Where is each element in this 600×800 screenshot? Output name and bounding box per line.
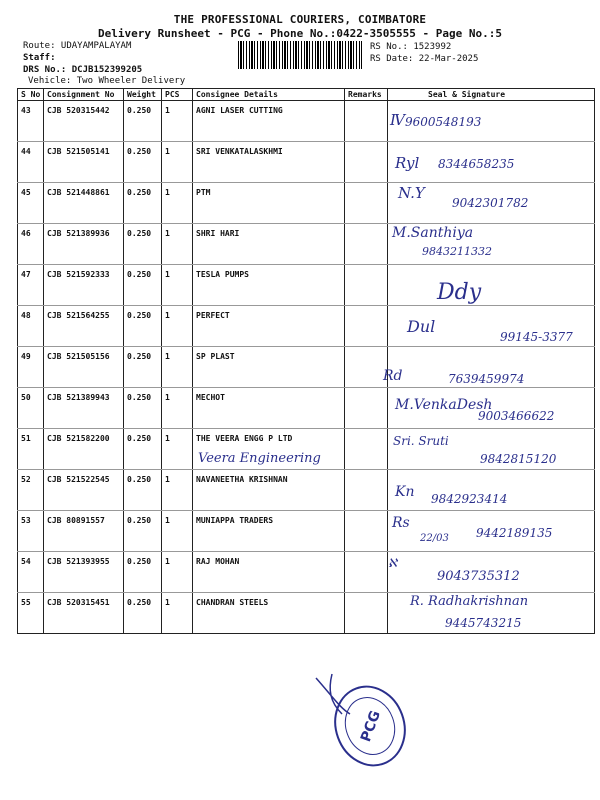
cell-remarks (345, 101, 388, 142)
cell-remarks (345, 183, 388, 224)
cell-pcs: 1 (162, 101, 193, 142)
handwritten-name: R. Radhakrishnan (410, 594, 529, 609)
cell-weight: 0.250 (124, 593, 162, 634)
cell-weight: 0.250 (124, 142, 162, 183)
handwritten-name: M.Santhiya (392, 225, 474, 241)
table-row (18, 224, 595, 265)
cell-weight: 0.250 (124, 347, 162, 388)
cell-sno: 54 (18, 552, 44, 593)
cell-consignment: CJB 521564255 (44, 306, 124, 347)
cell-pcs: 1 (162, 511, 193, 552)
cell-pcs: 1 (162, 470, 193, 511)
col-header-consignee: Consignee Details (193, 89, 345, 101)
cell-consignment: CJB 521393955 (44, 552, 124, 593)
handwritten-name: M.VenkaDesh (395, 397, 493, 413)
cell-consignee: NAVANEETHA KRISHNAN (193, 470, 345, 511)
cell-consignment: CJB 521592333 (44, 265, 124, 306)
vehicle-label: Vehicle: Two Wheeler Delivery (28, 76, 186, 86)
cell-sno: 50 (18, 388, 44, 429)
table-header-row (18, 89, 595, 101)
cell-sno: 52 (18, 470, 44, 511)
cell-consignment: CJB 521505141 (44, 142, 124, 183)
cell-pcs: 1 (162, 552, 193, 593)
cell-pcs: 1 (162, 593, 193, 634)
cell-consignment: CJB 521389943 (44, 388, 124, 429)
cell-consignment: CJB 521522545 (44, 470, 124, 511)
cell-consignment: CJB 521389936 (44, 224, 124, 265)
cell-consignee: THE VEERA ENGG P LTD (193, 429, 345, 470)
col-header-remarks: Remarks (345, 89, 388, 101)
cell-pcs: 1 (162, 265, 193, 306)
cell-sno: 43 (18, 101, 44, 142)
cell-consignee: MUNIAPPA TRADERS (193, 511, 345, 552)
staff-label: Staff: (23, 53, 56, 63)
handwritten-phone: 9843211332 (422, 245, 492, 258)
cell-weight: 0.250 (124, 101, 162, 142)
cell-sno: 47 (18, 265, 44, 306)
route-label: Route: UDAYAMPALAYAM (23, 41, 132, 51)
table-row (18, 470, 595, 511)
cell-weight: 0.250 (124, 470, 162, 511)
cell-sno: 51 (18, 429, 44, 470)
table-row (18, 265, 595, 306)
cell-consignee: CHANDRAN STEELS (193, 593, 345, 634)
handwritten-phone: 9042301782 (452, 196, 529, 210)
handwritten-signature: Sri. Sruti (393, 434, 449, 448)
col-header-consignment: Consignment No (44, 89, 124, 101)
stamp-scribble (316, 674, 350, 714)
handwritten-phone: 9842923414 (431, 492, 508, 506)
handwritten-company: Veera Engineering (198, 451, 321, 466)
cell-remarks (345, 593, 388, 634)
drs-number: DRS No.: DCJB152399205 (23, 65, 143, 75)
handwritten-phone: 9043735312 (437, 569, 520, 584)
col-header-weight: Weight (124, 89, 162, 101)
cell-weight: 0.250 (124, 429, 162, 470)
handwritten-signature: Rs (392, 515, 410, 531)
cell-consignee: PTM (193, 183, 345, 224)
cell-weight: 0.250 (124, 552, 162, 593)
handwritten-signature: N.Y (398, 184, 425, 202)
rs-date: RS Date: 22-Mar-2025 (370, 54, 479, 64)
col-header-pcs: PCS (162, 89, 193, 101)
cell-pcs: 1 (162, 142, 193, 183)
cell-signature (388, 265, 595, 306)
cell-consignment: CJB 520315451 (44, 593, 124, 634)
cell-pcs: 1 (162, 224, 193, 265)
cell-sno: 49 (18, 347, 44, 388)
cell-sno: 45 (18, 183, 44, 224)
cell-consignment: CJB 520315442 (44, 101, 124, 142)
col-header-signature: Seal & Signature (388, 89, 595, 101)
cell-consignee: SHRI HARI (193, 224, 345, 265)
handwritten-signature: Ddy (437, 280, 482, 305)
cell-pcs: 1 (162, 347, 193, 388)
cell-remarks (345, 224, 388, 265)
cell-consignee: PERFECT (193, 306, 345, 347)
cell-consignment: CJB 521448861 (44, 183, 124, 224)
cell-consignment: CJB 521505156 (44, 347, 124, 388)
cell-consignee: AGNI LASER CUTTING (193, 101, 345, 142)
handwritten-phone: 9600548193 (405, 115, 482, 129)
cell-sno: 46 (18, 224, 44, 265)
handwritten-signature: Ⅳ (390, 111, 405, 129)
cell-remarks (345, 552, 388, 593)
pcg-stamp (312, 668, 422, 778)
cell-consignment: CJB 521582200 (44, 429, 124, 470)
handwritten-phone: 9445743215 (445, 616, 522, 630)
cell-remarks (345, 511, 388, 552)
cell-weight: 0.250 (124, 183, 162, 224)
cell-remarks (345, 306, 388, 347)
handwritten-signature: Kn (395, 484, 415, 500)
page-subtitle: Delivery Runsheet - PCG - Phone No.:0422-3505555 - Page No.:5 (98, 27, 502, 40)
cell-remarks (345, 142, 388, 183)
cell-weight: 0.250 (124, 224, 162, 265)
stamp-text: PCG (357, 708, 384, 745)
cell-remarks (345, 265, 388, 306)
handwritten-signature: Ryl (395, 154, 420, 172)
cell-weight: 0.250 (124, 388, 162, 429)
rs-number: RS No.: 1523992 (370, 42, 452, 52)
cell-consignment: CJB 80891557 (44, 511, 124, 552)
cell-sno: 53 (18, 511, 44, 552)
handwritten-signature: Dul (407, 317, 436, 336)
handwritten-phone: 9003466622 (478, 409, 555, 423)
page-title: THE PROFESSIONAL COURIERS, COIMBATORE (173, 13, 427, 26)
cell-consignee: TESLA PUMPS (193, 265, 345, 306)
handwritten-phone: 8344658235 (438, 157, 515, 171)
cell-sno: 44 (18, 142, 44, 183)
handwritten-phone: 9842815120 (480, 452, 557, 466)
col-header-sno: S No (18, 89, 44, 101)
handwritten-signature: ℵ (388, 556, 397, 570)
handwritten-signature: Rd (383, 368, 403, 384)
handwritten-phone: 7639459974 (448, 372, 525, 386)
cell-pcs: 1 (162, 306, 193, 347)
cell-consignee: SRI VENKATALASKHMI (193, 142, 345, 183)
cell-weight: 0.250 (124, 265, 162, 306)
cell-sno: 48 (18, 306, 44, 347)
cell-remarks (345, 388, 388, 429)
handwritten-date: 22/03 (420, 533, 449, 544)
table-row (18, 101, 595, 142)
cell-remarks (345, 429, 388, 470)
cell-consignee: RAJ MOHAN (193, 552, 345, 593)
cell-remarks (345, 470, 388, 511)
barcode (238, 41, 362, 69)
cell-weight: 0.250 (124, 511, 162, 552)
handwritten-phone: 9442189135 (476, 526, 553, 540)
cell-consignee: SP PLAST (193, 347, 345, 388)
cell-pcs: 1 (162, 388, 193, 429)
cell-consignee: MECHOT (193, 388, 345, 429)
cell-pcs: 1 (162, 183, 193, 224)
cell-remarks (345, 347, 388, 388)
cell-pcs: 1 (162, 429, 193, 470)
cell-weight: 0.250 (124, 306, 162, 347)
handwritten-phone: 99145-3377 (500, 330, 573, 344)
cell-sno: 55 (18, 593, 44, 634)
